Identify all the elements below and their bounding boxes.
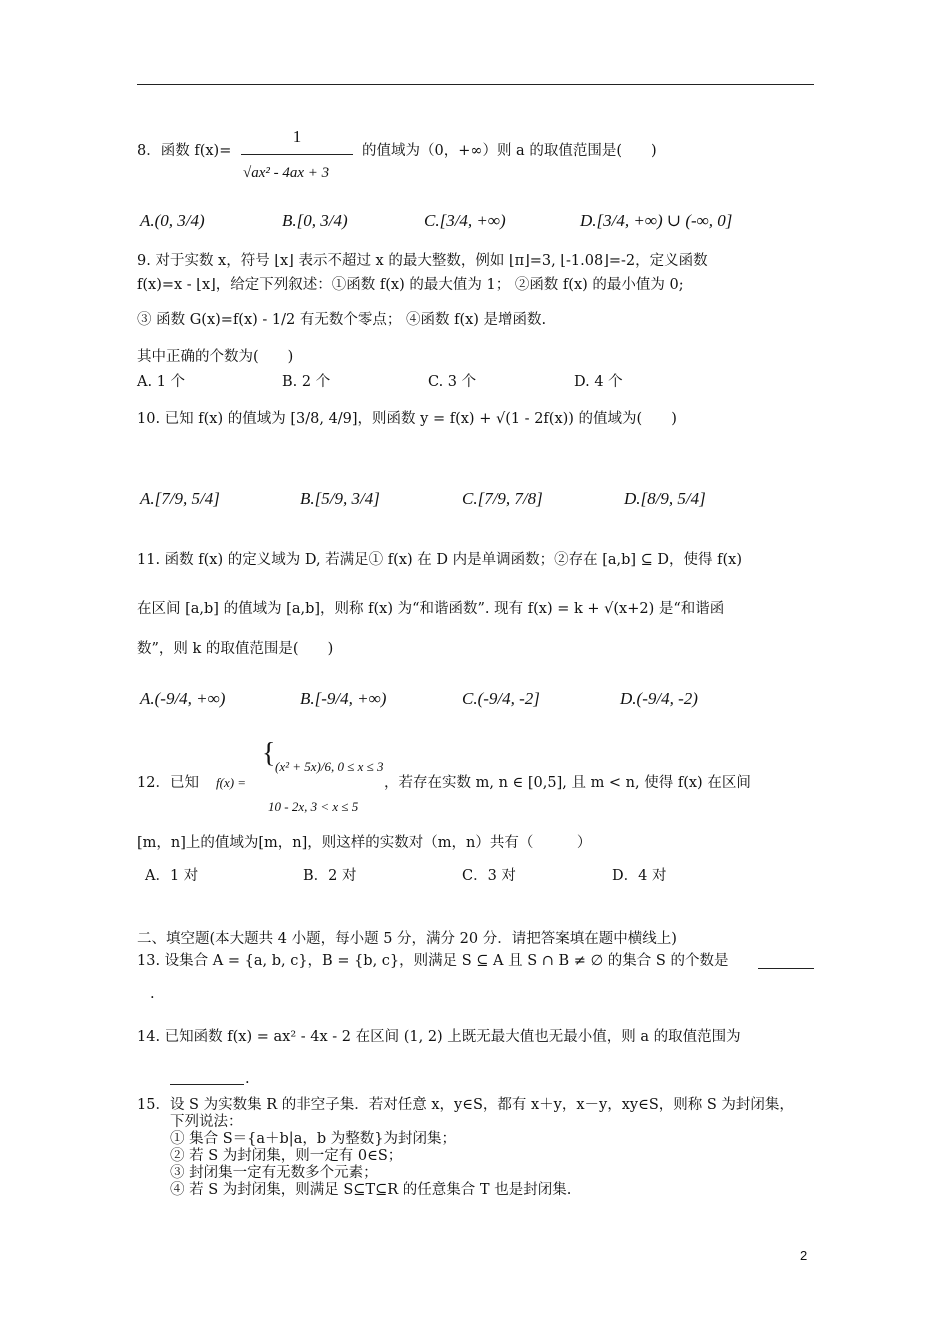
section2-heading: 二、填空题(本大题共 4 小题，每小题 5 分，满分 20 分．请把答案填在题中横线上): [137, 931, 677, 947]
q10-option-b: B.[5/9, 3/4]: [300, 489, 380, 508]
q12-piece1: (x² + 5x)/6, 0 ≤ x ≤ 3: [275, 759, 384, 774]
q9-option-a: A. 1 个: [137, 374, 186, 390]
q15-line2: 下列说法：: [170, 1114, 243, 1130]
q12-option-a: A．1 对: [145, 868, 199, 884]
q11-option-a: A.(-9/4, +∞): [140, 689, 226, 708]
q10-option-d: D.[8/9, 5/4]: [624, 489, 706, 508]
q9-line2: f(x)=x - ⌊x⌋，给定下列叙述：①函数 f(x) 的最大值为 1； ②函数 f(x) 的最小值为 0;: [137, 277, 684, 293]
header-rule: [137, 84, 814, 85]
q12-brace: {: [262, 738, 276, 769]
q11-line2: 在区间 [a,b] 的值域为 [a,b]，则称 f(x) 为“和谐函数”. 现有 f(x) = k + √(x+2) 是“和谐函: [137, 601, 725, 617]
q8-numerator: 1: [292, 127, 302, 146]
q8-option-a: A.(0, 3/4): [140, 211, 205, 230]
q13-line2: .: [150, 986, 155, 1002]
q12-piece2: 10 - 2x, 3 < x ≤ 5: [268, 799, 359, 814]
q15-item-1: ① 集合 S＝{a＋b|a，b 为整数}为封闭集；: [170, 1131, 456, 1147]
q9-option-b: B. 2 个: [282, 374, 331, 390]
q9-option-d: D. 4 个: [574, 374, 623, 390]
q9-option-c: C. 3 个: [428, 374, 477, 390]
q10-line1: 10. 已知 f(x) 的值域为 [3/8, 4/9]，则函数 y = f(x) + √(1 - 2f(x)) 的值域为( ): [137, 411, 677, 427]
q12-line2: [m，n]上的值域为[m，n]，则这样的实数对（m，n）共有（ ）: [137, 835, 592, 851]
q13-answer-blank[interactable]: [758, 952, 814, 969]
q11-line1: 11. 函数 f(x) 的定义域为 D, 若满足① f(x) 在 D 内是单调函数；②存在 [a,b] ⊆ D，使得 f(x): [137, 552, 743, 568]
q11-line3: 数”，则 k 的取值范围是( ): [137, 641, 334, 657]
q14-answer-blank[interactable]: [170, 1068, 244, 1085]
q10-option-a: A.[7/9, 5/4]: [140, 489, 220, 508]
q14-line2: .: [245, 1071, 250, 1087]
q9-line4: 其中正确的个数为( ): [137, 349, 294, 365]
q8-option-d: D.[3/4, +∞) ∪ (-∞, 0]: [580, 211, 733, 230]
q12-option-d: D．4 对: [612, 868, 667, 884]
q15-line1: 15．设 S 为实数集 R 的非空子集．若对任意 x，y∈S，都有 x＋y，x－y，xy∈S，则称 S 为封闭集，: [137, 1097, 794, 1113]
q11-option-c: C.(-9/4, -2]: [462, 689, 540, 708]
q13-line1: 13. 设集合 A = {a, b, c}，B = {b, c}，则满足 S ⊆ A 且 S ∩ B ≠ ∅ 的集合 S 的个数是: [137, 953, 729, 969]
q15-item-3: ③ 封闭集一定有无数多个元素；: [170, 1165, 378, 1181]
q14-line1: 14. 已知函数 f(x) = ax² - 4x - 2 在区间 (1, 2) 上既无最大值也无最小值，则 a 的取值范围为: [137, 1029, 741, 1045]
q15-item-2: ② 若 S 为封闭集，则一定有 0∈S；: [170, 1148, 403, 1164]
q8-suffix: 的值域为（0，+∞）则 a 的取值范围是( ): [362, 143, 657, 159]
page-number: 2: [800, 1248, 808, 1263]
q9-line3: ③ 函数 G(x)=f(x) - 1/2 有无数个零点； ④函数 f(x) 是增函数.: [137, 312, 547, 328]
q10-option-c: C.[7/9, 7/8]: [462, 489, 543, 508]
q8-fraction-bar: [241, 154, 353, 155]
q12-option-b: B．2 对: [303, 868, 357, 884]
q8-prefix: 8．函数 f(x)=: [137, 143, 232, 159]
q15-item-4: ④ 若 S 为封闭集，则满足 S⊆T⊆R 的任意集合 T 也是封闭集.: [170, 1182, 572, 1198]
q11-option-b: B.[-9/4, +∞): [300, 689, 387, 708]
q9-line1: 9. 对于实数 x，符号 ⌊x⌋ 表示不超过 x 的最大整数，例如 ⌊π⌋=3, ⌊-1.08⌋=-2，定义函数: [137, 253, 708, 269]
q12-option-c: C．3 对: [462, 868, 516, 884]
q8-option-b: B.[0, 3/4): [282, 211, 348, 230]
q8-denominator: √ax² - 4ax + 3: [243, 165, 330, 181]
q12-suffix: ，若存在实数 m, n ∈ [0,5], 且 m < n, 使得 f(x) 在区间: [384, 775, 751, 791]
q12-function-label: f(x) =: [216, 775, 247, 790]
q12-prefix: 12．已知: [137, 775, 199, 791]
q11-option-d: D.(-9/4, -2): [620, 689, 698, 708]
q8-option-c: C.[3/4, +∞): [424, 211, 506, 230]
